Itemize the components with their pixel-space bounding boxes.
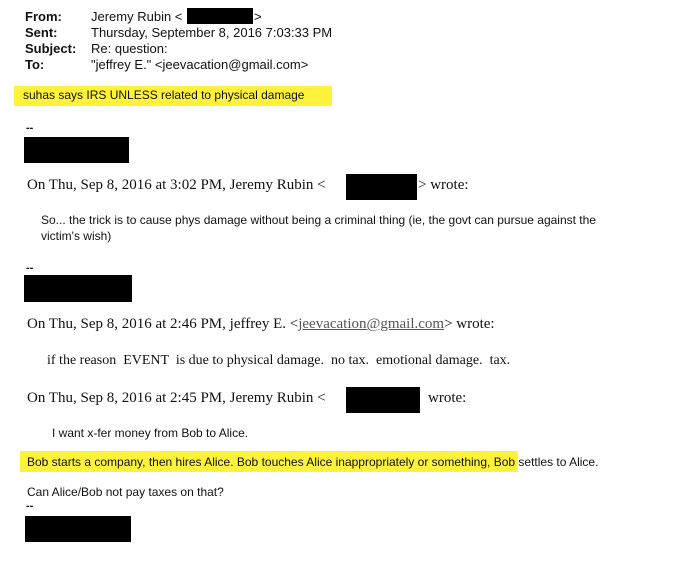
signature-dashes: -- [26, 262, 34, 274]
signature-dashes: -- [26, 122, 34, 134]
quote3-line1: I want x-fer money from Bob to Alice. [52, 426, 249, 440]
quote3-wrote: wrote: [428, 390, 467, 406]
to-label: To: [25, 57, 45, 72]
to-value: "jeffrey E." <jeevacation@gmail.com> [91, 57, 309, 72]
redacted-signature [24, 275, 132, 302]
quote3-line2-rest: Bob settles to Alice. [493, 455, 599, 469]
quote1-body: So... the trick is to cause phys damage without being a criminal thing (ie, the govt can pursue against the victim's wish) [41, 213, 596, 243]
subject-label: Subject: [25, 41, 77, 56]
signature-dashes: -- [26, 500, 34, 512]
quote3-line2 [27, 455, 598, 469]
redacted-from-email [187, 8, 253, 24]
quote2-body: if the reason EVENT is due to physical damage. no tax. emotional damage. tax. [47, 353, 511, 368]
redacted-signature [24, 137, 129, 163]
quote2-wrote: > wrote: [444, 316, 495, 332]
redacted-quote1-email [346, 174, 417, 200]
from-label: From: [25, 9, 62, 24]
quote3-line3: Can Alice/Bob not pay taxes on that? [27, 485, 224, 499]
quote3-line2-highlighted-text: Bob starts a company, then hires Alice. Bob touches Alice inappropriately or something, [27, 455, 494, 469]
subject-value: Re: question: [91, 41, 168, 56]
from-gt: > [254, 9, 262, 24]
from-name: Jeremy Rubin < [91, 9, 183, 24]
top-message: suhas says IRS UNLESS related to physical damage [23, 88, 305, 102]
redacted-signature [25, 516, 131, 542]
sent-value: Thursday, September 8, 2016 7:03:33 PM [91, 25, 333, 40]
redacted-quote3-email [346, 387, 420, 413]
quote2-email-link[interactable]: jeevacation@gmail.com [298, 316, 445, 332]
sent-label: Sent: [25, 25, 58, 40]
quote1-attribution: On Thu, Sep 8, 2016 at 3:02 PM, Jeremy Rubin < [27, 177, 326, 193]
quote3-attribution: On Thu, Sep 8, 2016 at 2:45 PM, Jeremy Rubin < [27, 390, 326, 406]
quote1-wrote: > wrote: [418, 177, 469, 193]
quote2-attribution [27, 316, 495, 333]
quote2-prefix: On Thu, Sep 8, 2016 at 2:46 PM, jeffrey E. < [27, 316, 299, 332]
